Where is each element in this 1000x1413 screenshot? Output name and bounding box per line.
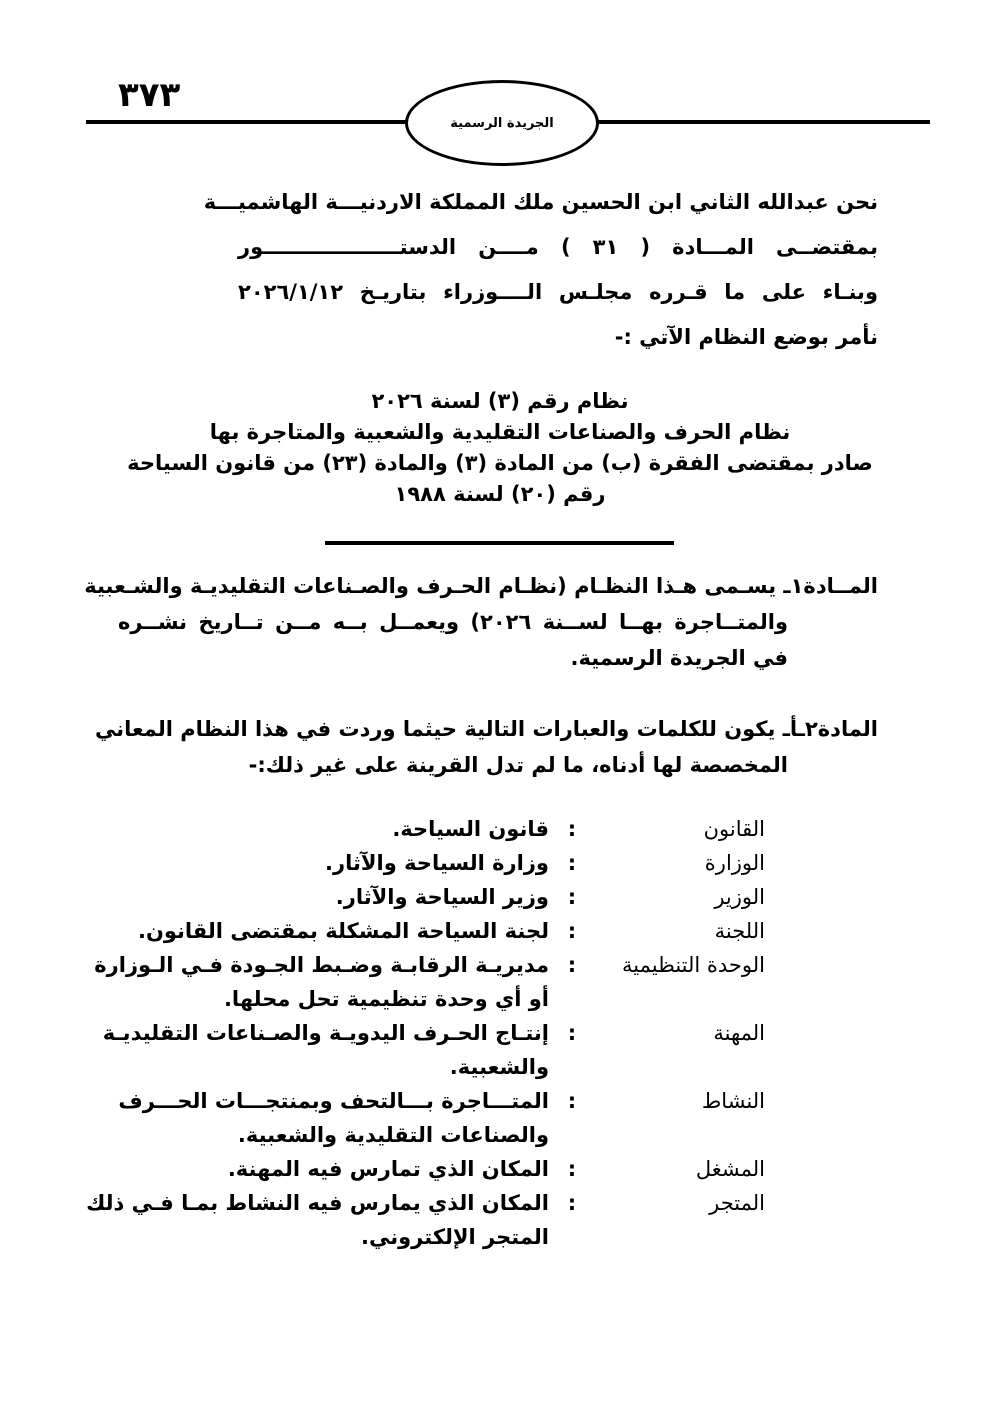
definition-text: [86, 1186, 549, 1254]
article-line: في الجريدة الرسمية.: [570, 646, 788, 670]
definition-row: [94, 948, 765, 1016]
definition-row: [125, 1152, 765, 1186]
header-rule-left: [86, 120, 408, 124]
article-line: والمتــاجرة بهــا لســنة ٢٠٢٦) ويعمــل بــه مــن تــاريخ نشــره: [118, 610, 788, 634]
header-rule-right: [596, 120, 930, 124]
definition-colon: :: [567, 953, 577, 977]
definition-colon: :: [567, 1089, 577, 1113]
definition-term: الوزارة: [704, 851, 765, 875]
definition-line: أو أي وحدة تنظيمية تحل محلها.: [223, 987, 549, 1011]
definition-row: [118, 1084, 765, 1152]
preamble-line: بمقتضــى المـــادة ( ٣١ ) مــــن الدستـــــــــــــــــــور: [238, 235, 878, 259]
definition-row: [125, 880, 765, 914]
regulation-authority: صادر بمقتضى الفقرة (ب) من المادة (٣) والمادة (٢٣) من قانون السياحة: [127, 451, 873, 475]
gazette-name: الجريدة الرسمية: [450, 115, 554, 131]
regulation-number: نظام رقم (٣) لسنة ٢٠٢٦: [371, 389, 629, 413]
article-line: المادة٢ـأـ يكون للكلمات والعبارات التالية حيثما وردت في هذا النظام المعاني: [94, 717, 878, 741]
definition-term: النشاط: [701, 1089, 765, 1113]
definition-colon: :: [567, 817, 577, 841]
definition-text: [125, 914, 549, 948]
definition-term: اللجنة: [714, 919, 765, 943]
definition-colon: :: [567, 1191, 577, 1215]
definition-term: القانون: [703, 817, 765, 841]
definition-text: [125, 880, 549, 914]
definition-text: [125, 1152, 549, 1186]
definition-line: وزارة السياحة والآثار.: [325, 851, 549, 875]
preamble-line: نحن عبدالله الثاني ابن الحسين ملك المملكة الاردنيـــة الهاشميـــة: [203, 190, 878, 214]
definitions-list: [86, 812, 765, 1254]
definition-row: [125, 846, 765, 880]
preamble-line: نأمر بوضع النظام الآتي :-: [614, 325, 878, 349]
definition-term: الوحدة التنظيمية: [622, 953, 765, 977]
definition-line: المكان الذي تمارس فيه المهنة.: [227, 1157, 549, 1181]
definition-row: [86, 1186, 765, 1254]
definition-row: [125, 812, 765, 846]
definition-line: المتجر الإلكتروني.: [361, 1225, 549, 1249]
definition-text: [118, 1084, 549, 1152]
definition-text: [103, 1016, 549, 1084]
definition-colon: :: [567, 885, 577, 909]
article-1: [84, 568, 878, 676]
preamble-line: وبنـاء على ما قـرره مجلـس الــــوزراء بتاريـخ ٢٠٢٦/١/١٢: [238, 280, 878, 304]
regulation-law-ref: رقم (٢٠) لسنة ١٩٨٨: [394, 482, 606, 506]
definition-term: المتجر: [709, 1191, 765, 1215]
definition-line: المتـــاجرة بـــالتحف وبمنتجـــات الحـــرف: [118, 1089, 549, 1113]
preamble: [203, 180, 878, 360]
definition-row: [102, 1016, 765, 1084]
definition-text: [125, 812, 549, 846]
definition-term: الوزير: [714, 885, 765, 909]
article-line: المخصصة لها أدناه، ما لم تدل القرينة على غير ذلك:-: [248, 753, 788, 777]
definition-term: المهنة: [713, 1021, 765, 1045]
definition-line: المكان الذي يمارس فيه النشاط بمـا فـي ذلك: [86, 1191, 549, 1215]
article-2: [94, 711, 878, 783]
section-divider: [325, 541, 674, 545]
definition-line: والشعبية.: [449, 1055, 549, 1079]
definition-row: [125, 914, 765, 948]
definition-colon: :: [567, 919, 577, 943]
definition-colon: :: [567, 851, 577, 875]
regulation-name: نظام الحرف والصناعات التقليدية والشعبية والمتاجرة بها: [209, 420, 791, 444]
article-line: المــادة١ـ يسـمى هـذا النظـام (نظـام الحـرف والصـناعات التقليديـة والشـعبية: [84, 574, 878, 598]
regulation-title: [100, 386, 900, 510]
definition-line: إنتـاج الحـرف اليدويـة والصـناعات التقليديـة: [102, 1021, 549, 1045]
definition-colon: :: [567, 1021, 577, 1045]
definition-line: وزير السياحة والآثار.: [335, 885, 549, 909]
definition-colon: :: [567, 1157, 577, 1181]
gazette-emblem: [405, 80, 599, 166]
definition-term: المشغل: [695, 1157, 765, 1181]
definition-text: [94, 948, 549, 1016]
page-number: ٣٧٣: [118, 75, 181, 115]
definition-line: قانون السياحة.: [392, 817, 549, 841]
definition-text: [125, 846, 549, 880]
definition-line: لجنة السياحة المشكلة بمقتضى القانون.: [137, 919, 549, 943]
definition-line: مديريـة الرقابـة وضـبط الجـودة فـي الـوزارة: [94, 953, 549, 977]
definition-line: والصناعات التقليدية والشعبية.: [237, 1123, 549, 1147]
